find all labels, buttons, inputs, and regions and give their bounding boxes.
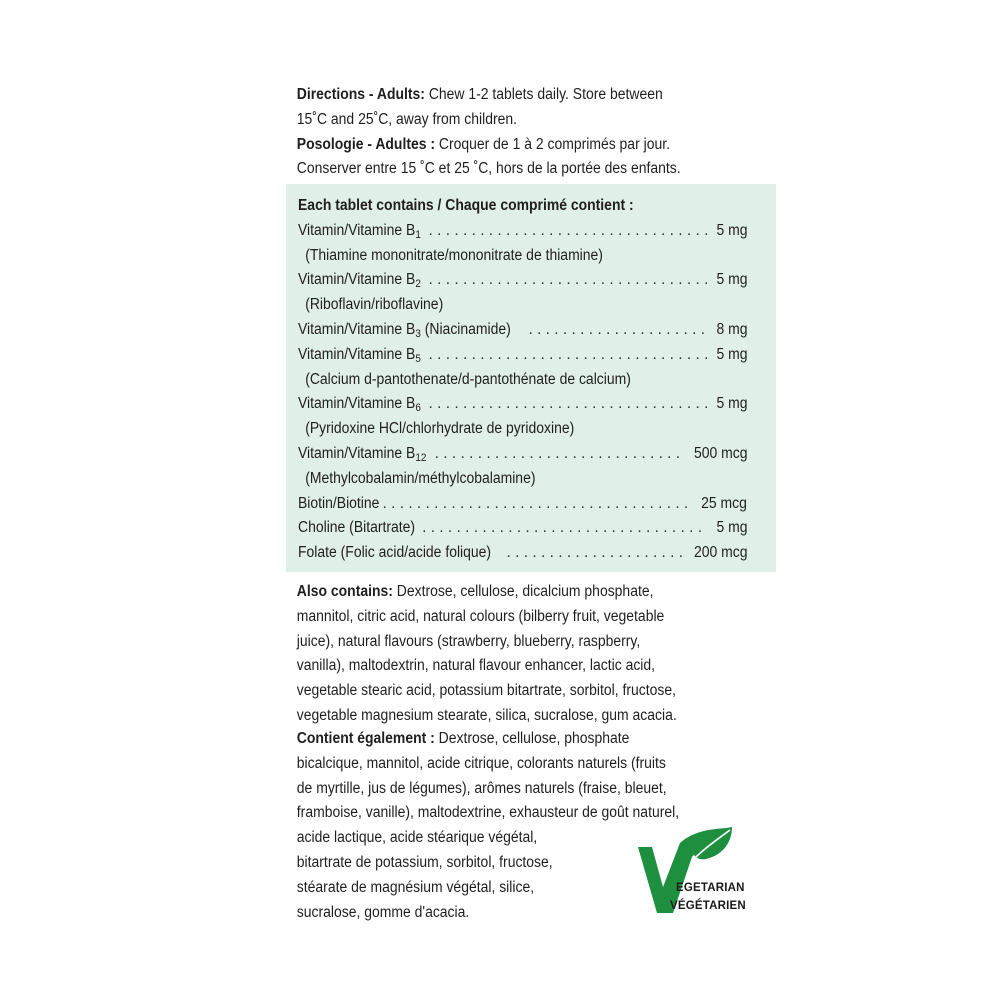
logo-text-fr: VÉGÉTARIEN <box>670 900 746 912</box>
ingredient-name <box>298 343 421 368</box>
contient-label: Contient également : <box>296 730 435 747</box>
ingredient-amount: 200 mcg <box>693 544 747 562</box>
dot-leader <box>382 492 690 517</box>
also-line: Dextrose, cellulose, dicalcium phosphate, <box>396 583 654 600</box>
ingredient-row <box>298 219 747 244</box>
ingredient-subscript: 1 <box>415 228 421 241</box>
directions-fr-text-1: Croquer de 1 à 2 comprimés par jour. <box>435 135 670 153</box>
ingredient-row <box>298 392 747 417</box>
vegetarian-logo <box>636 825 756 917</box>
ingredient-name <box>298 516 415 541</box>
ingredient-row <box>298 268 747 293</box>
directions-fr <box>286 133 776 183</box>
contient-line: bitartrate de potassium, sorbitol, fructose, <box>296 853 553 871</box>
dot-leader <box>429 343 707 368</box>
ingredient-name <box>298 541 491 566</box>
directions-fr-label: Posologie - Adultes : <box>296 135 436 153</box>
ingredient-amount: 8 mg <box>715 320 747 338</box>
ingredient-amount: 500 mcg <box>693 444 747 462</box>
ingredient-subscript: 3 <box>415 327 421 340</box>
dot-leader <box>507 541 682 566</box>
ingredient-name-text: Biotin/Biotine <box>298 494 380 512</box>
contient-line: stéarate de magnésium végétal, silice, <box>296 878 535 896</box>
ingredients-panel-content <box>298 194 747 566</box>
ingredient-row <box>298 343 747 368</box>
ingredient-row <box>298 318 747 343</box>
ingredient-amount: 25 mcg <box>701 494 747 512</box>
also-line: vegetable magnesium stearate, silica, sucralose, gum acacia. <box>296 706 677 724</box>
contient-line: bicalcique, mannitol, acide citrique, colorants naturels (fruits <box>296 754 666 772</box>
also-line: juice), natural flavours (strawberry, blueberry, raspberry, <box>296 632 641 650</box>
also-contains-label: Also contains: <box>296 583 393 600</box>
logo-text-en: EGETARIAN <box>676 882 745 894</box>
ingredient-note: (Riboflavin/riboflavine) <box>305 296 444 314</box>
also-line: vanilla), maltodextrin, natural flavour enhancer, lactic acid, <box>296 657 656 675</box>
ingredient-subscript: 12 <box>415 451 427 464</box>
also-line: mannitol, citric acid, natural colours (bilberry fruit, vegetable <box>296 607 665 625</box>
ingredients-panel <box>286 184 776 572</box>
ingredient-name-text: Vitamin/Vitamine B <box>298 320 416 338</box>
contient-line: de myrtille, jus de légumes), arômes naturels (fraise, bleuet, <box>296 779 667 797</box>
panel-title: Each tablet contains / Chaque comprimé contient : <box>298 197 634 214</box>
ingredient-note: (Calcium d-pantothenate/d-pantothénate de calcium) <box>305 370 631 388</box>
dot-leader <box>429 268 707 293</box>
also-contains-block <box>286 580 776 729</box>
directions-en-text-1: Chew 1-2 tablets daily. Store between <box>424 86 663 103</box>
ingredient-name <box>298 268 421 293</box>
ingredient-amount: 5 mg <box>715 271 747 289</box>
ingredient-name-text: Choline (Bitartrate) <box>298 519 416 537</box>
ingredient-name <box>298 442 426 467</box>
ingredient-suffix: (Niacinamide) <box>420 320 511 338</box>
directions-fr-text-2: Conserver entre 15 ˚C et 25 ˚C, hors de la portée des enfants. <box>296 160 681 178</box>
ingredient-subscript: 2 <box>415 278 421 291</box>
ingredient-subscript: 6 <box>415 402 421 415</box>
ingredient-note: (Pyridoxine HCl/chlorhydrate de pyridoxine) <box>305 420 575 438</box>
ingredient-name-text: Vitamin/Vitamine B <box>298 444 416 462</box>
ingredient-rows <box>298 219 747 566</box>
ingredient-amount: 5 mg <box>715 395 747 413</box>
ingredient-name-text: Vitamin/Vitamine B <box>298 345 416 363</box>
ingredient-name-text: Vitamin/Vitamine B <box>298 221 416 239</box>
ingredient-amount: 5 mg <box>715 345 747 363</box>
ingredient-name-text: Vitamin/Vitamine B <box>298 395 416 413</box>
ingredient-row <box>298 516 747 541</box>
contient-line: framboise, vanille), maltodextrine, exhausteur de goût naturel, <box>296 804 680 822</box>
dot-leader <box>528 318 706 343</box>
contient-line: sucralose, gomme d'acacia. <box>296 903 470 921</box>
ingredient-subscript: 5 <box>415 352 421 365</box>
ingredient-name <box>298 318 511 343</box>
ingredient-amount: 5 mg <box>715 519 747 537</box>
directions-block <box>286 80 776 182</box>
directions-en <box>286 83 776 133</box>
ingredient-note: (Thiamine mononitrate/mononitrate de thiamine) <box>305 246 603 264</box>
ingredient-name <box>298 492 379 517</box>
ingredient-row <box>298 492 747 517</box>
dot-leader <box>422 516 706 541</box>
contient-line: Dextrose, cellulose, phosphate <box>438 730 630 747</box>
dot-leader <box>429 219 707 244</box>
ingredient-name <box>298 219 421 244</box>
ingredient-name-text: Folate (Folic acid/acide folique) <box>298 544 492 562</box>
dot-leader <box>429 392 707 417</box>
ingredient-name-text: Vitamin/Vitamine B <box>298 271 416 289</box>
also-contains-text <box>286 580 776 729</box>
ingredient-note: (Methylcobalamin/méthylcobalamine) <box>305 469 536 487</box>
ingredient-row <box>298 442 747 467</box>
directions-en-text-2: 15˚C and 25˚C, away from children. <box>296 110 518 128</box>
directions-en-label: Directions - Adults: <box>296 86 425 103</box>
ingredient-name <box>298 392 421 417</box>
contient-line: acide lactique, acide stéarique végétal, <box>296 829 538 847</box>
ingredient-row <box>298 541 747 566</box>
ingredient-amount: 5 mg <box>715 221 747 239</box>
dot-leader <box>435 442 682 467</box>
also-line: vegetable stearic acid, potassium bitartrate, sorbitol, fructose, <box>296 682 676 700</box>
